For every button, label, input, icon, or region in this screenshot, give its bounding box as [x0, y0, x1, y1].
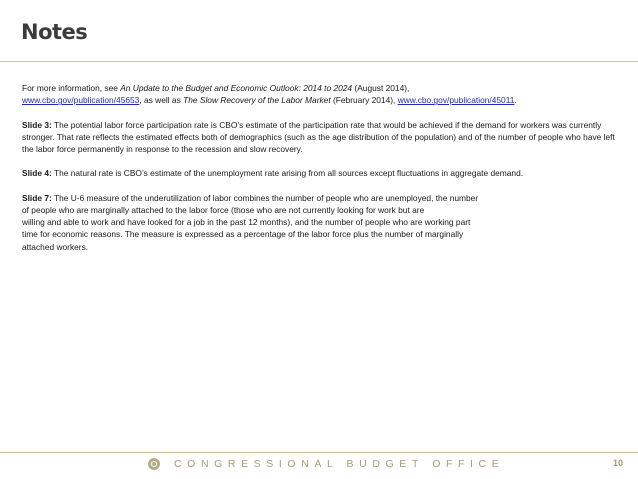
- intro-paragraph: [22, 82, 622, 106]
- note-label: Slide 7:: [22, 192, 52, 203]
- note-label: Slide 4:: [22, 168, 52, 179]
- intro-text: (February 2014),: [330, 95, 398, 106]
- footer: [0, 455, 638, 475]
- note-text: willing and able to work and have looked for a job in the past 12 months), and the number of people who are working part: [22, 217, 471, 228]
- slide-7-note: [22, 192, 622, 253]
- note-text: attached workers.: [22, 241, 89, 252]
- publication-title: The Slow Recovery of the Labor Market: [183, 95, 331, 106]
- note-text: of people who are marginally attached to the labor force (those who are not currently looking for work but are: [22, 204, 425, 215]
- intro-text: , as well as: [139, 95, 184, 106]
- publication-link[interactable]: www.cbo.gov/publication/45653: [22, 95, 140, 106]
- intro-text: For more information, see: [22, 83, 121, 93]
- notes-body: [22, 82, 622, 265]
- publication-title: An Update to the Budget and Economic Outlook: 2014 to 2024: [120, 83, 353, 93]
- title-divider: [0, 61, 638, 62]
- intro-text: .: [514, 95, 517, 106]
- agency-name: CONGRESSIONAL BUDGET OFFICE: [174, 458, 505, 470]
- note-text: time for economic reasons. The measure is expressed as a percentage of the labor force plus the number of marginally: [22, 229, 464, 240]
- intro-text: (August 2014),: [352, 83, 410, 93]
- footer-divider: [0, 452, 638, 453]
- slide-4-note: [22, 167, 622, 179]
- note-text: The natural rate is CBO’s estimate of the unemployment rate arising from all sources except fluctuations in aggregate demand.: [51, 168, 524, 179]
- page-title: Notes: [21, 20, 88, 44]
- slide-3-note: [22, 119, 622, 156]
- note-text: The U-6 measure of the underutilization of labor combines the number of people who are unemployed, the number: [51, 192, 479, 203]
- page-number: 10: [612, 458, 623, 468]
- cbo-seal-icon: [148, 458, 160, 470]
- note-label: Slide 3:: [22, 119, 52, 130]
- note-text: The potential labor force participation rate is CBO’s estimate of the participation rate that would be achieved if the demand for workers was currently stronger. That rate reflects the estimated effects both of demographics (such as the age distribution of the population) and of the number of people who have left the labor force permanently in response to the recession and slow recovery.: [22, 119, 615, 154]
- publication-link[interactable]: www.cbo.gov/publication/45011: [397, 95, 515, 106]
